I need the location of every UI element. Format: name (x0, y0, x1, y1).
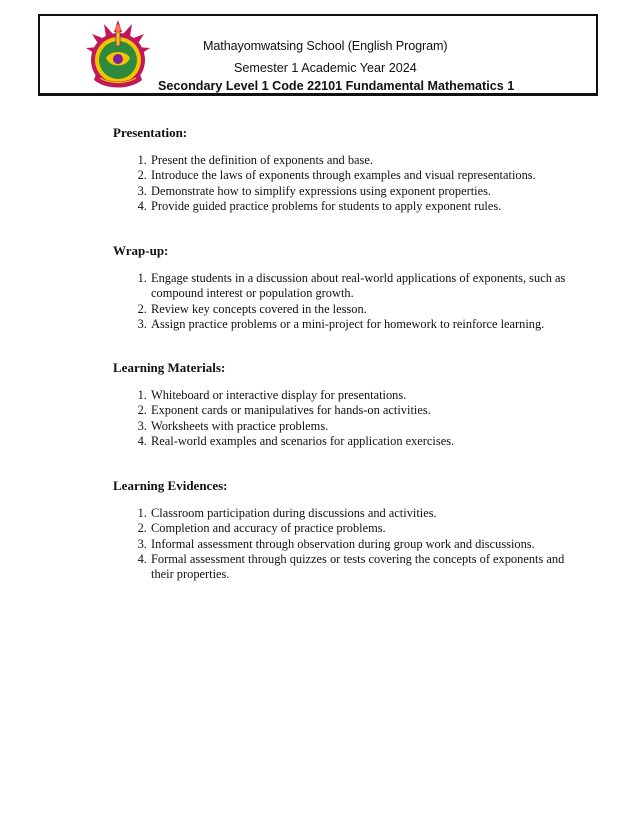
list-item: 4. Real-world examples and scenarios for application exercises. (150, 434, 573, 449)
list-item: 3. Informal assessment through observation during group work and discussions. (150, 537, 573, 552)
section-presentation (113, 125, 573, 214)
numbered-list (113, 153, 573, 214)
numbered-list (113, 506, 573, 582)
section-learning-evidences (113, 478, 573, 582)
list-item: 4. Formal assessment through quizzes or tests covering the concepts of exponents and their properties. (150, 552, 573, 583)
list-item: 3. Demonstrate how to simplify expressions using exponent properties. (150, 184, 573, 199)
course-title: Secondary Level 1 Code 22101 Fundamental Mathematics 1 (158, 79, 515, 93)
section-heading: Learning Materials: (113, 360, 226, 375)
list-item: 1. Classroom participation during discussions and activities. (150, 506, 573, 521)
list-item: 1. Whiteboard or interactive display for presentations. (150, 388, 573, 403)
list-item: 2. Completion and accuracy of practice problems. (150, 521, 573, 536)
semester-line: Semester 1 Academic Year 2024 (234, 61, 417, 75)
numbered-list (113, 271, 573, 332)
list-item: 1. Present the definition of exponents and base. (150, 153, 573, 168)
list-item: 2. Exponent cards or manipulatives for hands-on activities. (150, 403, 573, 418)
list-item: 2. Review key concepts covered in the lesson. (150, 302, 573, 317)
section-heading: Wrap-up: (113, 243, 169, 258)
section-learning-materials (113, 360, 573, 449)
section-heading: Learning Evidences: (113, 478, 228, 493)
school-crest-logo (82, 18, 154, 92)
document-header (38, 14, 598, 96)
list-item: 3. Assign practice problems or a mini-project for homework to reinforce learning. (150, 317, 573, 332)
list-item: 1. Engage students in a discussion about real-world applications of exponents, such as compound interest or population growth. (150, 271, 573, 302)
section-wrap-up (113, 243, 573, 332)
list-item: 4. Provide guided practice problems for students to apply exponent rules. (150, 199, 573, 214)
list-item: 2. Introduce the laws of exponents through examples and visual representations. (150, 168, 573, 183)
list-item: 3. Worksheets with practice problems. (150, 419, 573, 434)
numbered-list (113, 388, 573, 449)
section-heading: Presentation: (113, 125, 188, 140)
school-name: Mathayomwatsing School (English Program) (203, 39, 448, 53)
